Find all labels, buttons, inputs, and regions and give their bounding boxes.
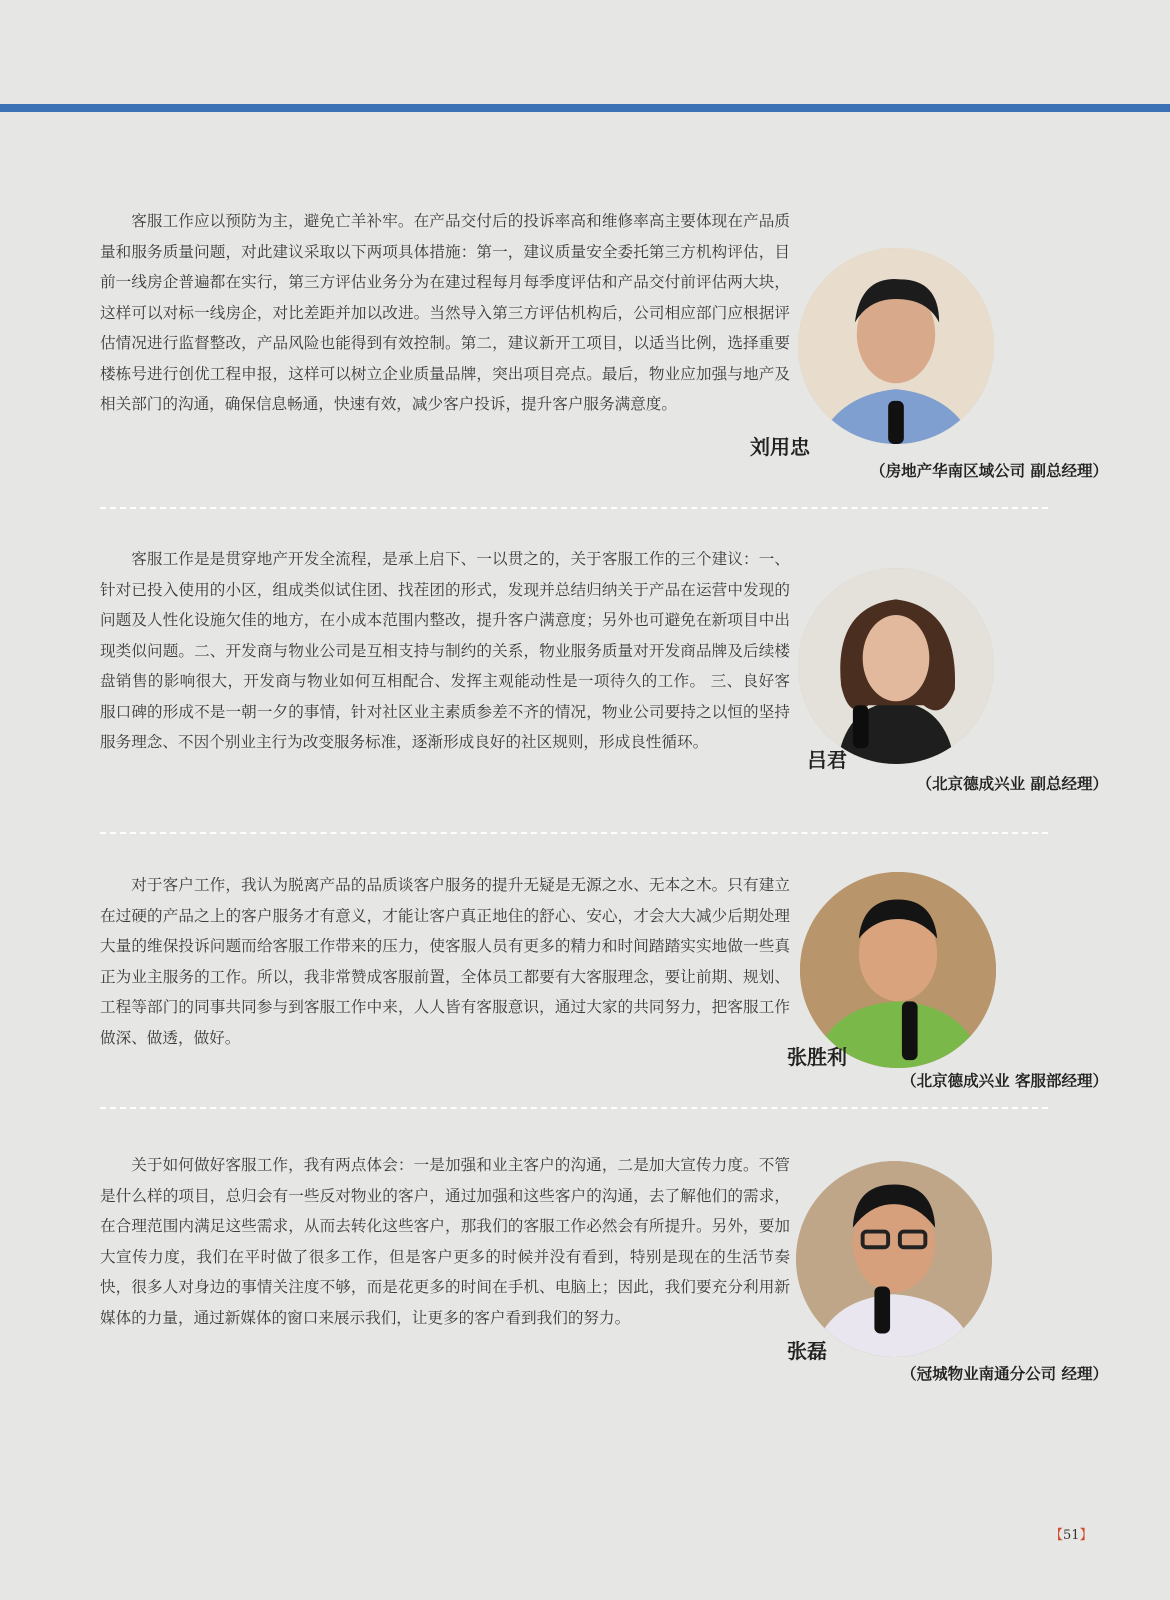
page-number-value: 51	[1063, 1528, 1080, 1543]
speaker-name-4: 张磊	[787, 1339, 827, 1363]
speaker-name-3: 张胜利	[787, 1045, 847, 1069]
comment-text-3: 对于客户工作，我认为脱离产品的品质谈客户服务的提升无疑是无源之水、无本之木。只有建立在过硬的产品之上的客户服务才有意义，才能让客户真正地住的舒心、安心，才会大大减少后期处理大量的维保投诉问题而给客服工作带来的压力，使客服人员有更多的精力和时间踏踏实实地做一些真正为业主服务的工作。所以，我非常赞成客服前置，全体员工都要有大客服理念，要让前期、规划、工程等部门的同事共同参与到客服工作中来，人人皆有客服意识，通过大家的共同努力，把客服工作做深、做透，做好。	[100, 876, 790, 1047]
page-number-bracket-left: 【	[1050, 1528, 1064, 1543]
page-number	[1050, 1524, 1093, 1543]
comment-text-4: 关于如何做好客服工作，我有两点体会：一是加强和业主客户的沟通，二是加大宣传力度。不管是什么样的项目，总归会有一些反对物业的客户，通过加强和这些客户的沟通，去了解他们的需求，在合理范围内满足这些需求，从而去转化这些客户，那我们的客服工作必然会有所提升。另外，要加大宣传力度，我们在平时做了很多工作，但是客户更多的时候并没有看到，特别是现在的生活节奏快，很多人对身边的事情关注度不够，而是花更多的时间在手机、电脑上；因此，我们要充分利用新媒体的力量，通过新媒体的窗口来展示我们，让更多的客户看到我们的努力。	[100, 1156, 790, 1327]
header-rule	[0, 104, 1170, 112]
page-number-bracket-right: 】	[1079, 1528, 1093, 1543]
speaker-title-2: （北京德成兴业 副总经理）	[916, 775, 1108, 793]
comment-text-1: 客服工作应以预防为主，避免亡羊补牢。在产品交付后的投诉率高和维修率高主要体现在产品质量和服务质量问题，对此建议采取以下两项具体措施：第一，建议质量安全委托第三方机构评估，目前一线房企普遍都在实行，第三方评估业务分为在建过程每月每季度评估和产品交付前评估两大块，这样可以对标一线房企，对比差距并加以改进。当然导入第三方评估机构后，公司相应部门应根据评估情况进行监督整改，产品风险也能得到有效控制。第二，建议新开工项目，以适当比例，选择重要楼栋号进行创优工程申报，这样可以树立企业质量品牌，突出项目亮点。最后，物业应加强与地产及相关部门的沟通，确保信息畅通，快速有效，减少客户投诉，提升客户服务满意度。	[100, 212, 790, 413]
portrait-photo-3	[800, 872, 996, 1068]
portrait-photo-2	[798, 568, 994, 764]
speaker-name-1: 刘用忠	[750, 435, 810, 459]
section-divider-2	[100, 832, 1048, 834]
speaker-title-4: （冠城物业南通分公司 经理）	[901, 1365, 1108, 1383]
speaker-name-2: 吕君	[807, 748, 847, 772]
portrait-image-3	[800, 872, 996, 1068]
portrait-image-2	[798, 568, 994, 764]
portrait-photo-4	[796, 1161, 992, 1357]
comment-text-2: 客服工作是是贯穿地产开发全流程，是承上启下、一以贯之的，关于客服工作的三个建议：一、针对已投入使用的小区，组成类似试住团、找茬团的形式，发现并总结归纳关于产品在运营中发现的问题及人性化设施欠佳的地方，在小成本范围内整改，提升客户满意度；另外也可避免在新项目中出现类似问题。二、开发商与物业公司是互相支持与制约的关系，物业服务质量对开发商品牌及后续楼盘销售的影响很大，开发商与物业如何互相配合、发挥主观能动性是一项待久的工作。 三、良好客服口碑的形成不是一朝一夕的事情，针对社区业主素质参差不齐的情况，物业公司要持之以恒的坚持服务理念、不因个别业主行为改变服务标准，逐渐形成良好的社区规则，形成良性循环。	[100, 550, 790, 751]
portrait-image-4	[796, 1161, 992, 1357]
speaker-title-3: （北京德成兴业 客服部经理）	[901, 1072, 1108, 1090]
portrait-image-1	[798, 248, 994, 444]
speaker-title-1: （房地产华南区域公司 副总经理）	[870, 462, 1108, 480]
portrait-photo-1	[798, 248, 994, 444]
section-divider-1	[100, 507, 1048, 509]
section-divider-3	[100, 1107, 1048, 1109]
